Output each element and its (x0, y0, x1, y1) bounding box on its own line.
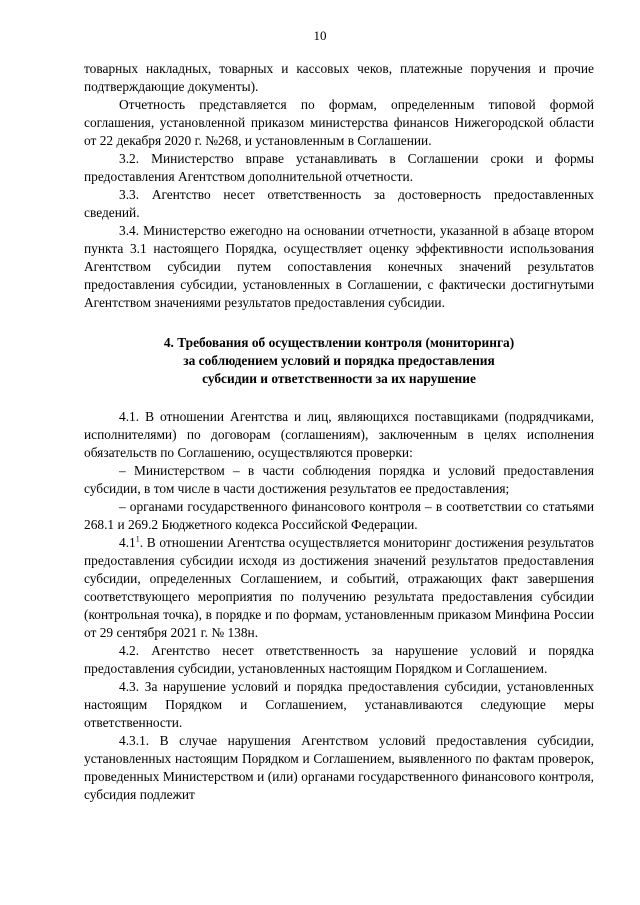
paragraph-4-1-1 (84, 534, 594, 642)
paragraph-3-2: 3.2. Министерство вправе устанавливать в Соглашении сроки и формы предоставления Агентством дополнительной отчетности. (84, 151, 594, 184)
page-number: 10 (313, 28, 327, 43)
paragraph-3-4: 3.4. Министерство ежегодно на основании отчетности, указанной в абзаце втором пункта 3.1 настоящего Порядка, осуществляет оценку эффективности использования Агентством субсидии путем сопоставления конечных значений результатов предоставления субсидии, установленных в Соглашении, с фактически достигнутыми Агентством значениями результатов предоставления субсидии. (84, 223, 594, 310)
section-4-heading (84, 334, 594, 388)
paragraph-4-3: 4.3. За нарушение условий и порядка предоставления субсидии, установленных настоящим Порядком и Соглашением, устанавливаются следующие меры ответственности. (84, 679, 594, 730)
paragraph-4-1-1-text: . В отношении Агентства осуществляется мониторинг достижения результатов предоставления субсидии исходя из достижения значений результатов предоставления субсидии, определенных Соглашением, и событий, отражающих факт завершения соответствующего мероприятия по получению результата предоставления субсидии (контрольная точка), в порядке и по формам, установленным приказом Минфина России от 29 сентября 2021 г. № 138н. (84, 535, 594, 640)
paragraph-4-1-1-number: 4.1 (119, 535, 136, 550)
paragraph-3-3: 3.3. Агентство несет ответственность за достоверность предоставленных сведений. (84, 187, 594, 220)
paragraph-4-1-ministry: – Министерством – в части соблюдения порядка и условий предоставления субсидии, в том числе в части достижения результатов ее предоставления; (84, 463, 594, 496)
paragraph-continuation: товарных накладных, товарных и кассовых чеков, платежные поручения и прочие подтверждающие документы). (84, 61, 594, 94)
paragraph-4-1-1-superscript: 1 (135, 534, 140, 544)
heading-line-3: субсидии и ответственности за их нарушение (202, 371, 476, 386)
paragraph-4-2: 4.2. Агентство несет ответственность за нарушение условий и порядка предоставления субсидии, установленных настоящим Порядком и Соглашением. (84, 643, 594, 676)
paragraph-reporting-forms: Отчетность представляется по формам, определенным типовой формой соглашения, установленной приказом министерства финансов Нижегородской области от 22 декабря 2020 г. №268, и установленным в Соглашении. (84, 97, 594, 148)
paragraph-4-1-control-bodies: – органами государственного финансового контроля – в соответствии со статьями 268.1 и 269.2 Бюджетного кодекса Российской Федерации. (84, 499, 594, 532)
document-body (84, 60, 594, 804)
paragraph-4-3-1: 4.3.1. В случае нарушения Агентством условий предоставления субсидии, установленных настоящим Порядком и Соглашением, выявленного по фактам проверок, проведенных Министерством и (или) органами государственного финансового контроля, субсидия подлежит (84, 733, 594, 802)
paragraph-4-1: 4.1. В отношении Агентства и лиц, являющихся поставщиками (подрядчиками, исполнителями) по договорам (соглашениям), заключенным в целях исполнения обязательств по Соглашению, осуществляются проверки: (84, 409, 594, 460)
heading-line-2: за соблюдением условий и порядка предоставления (183, 353, 495, 368)
heading-line-1: 4. Требования об осуществлении контроля (мониторинга) (163, 335, 515, 350)
